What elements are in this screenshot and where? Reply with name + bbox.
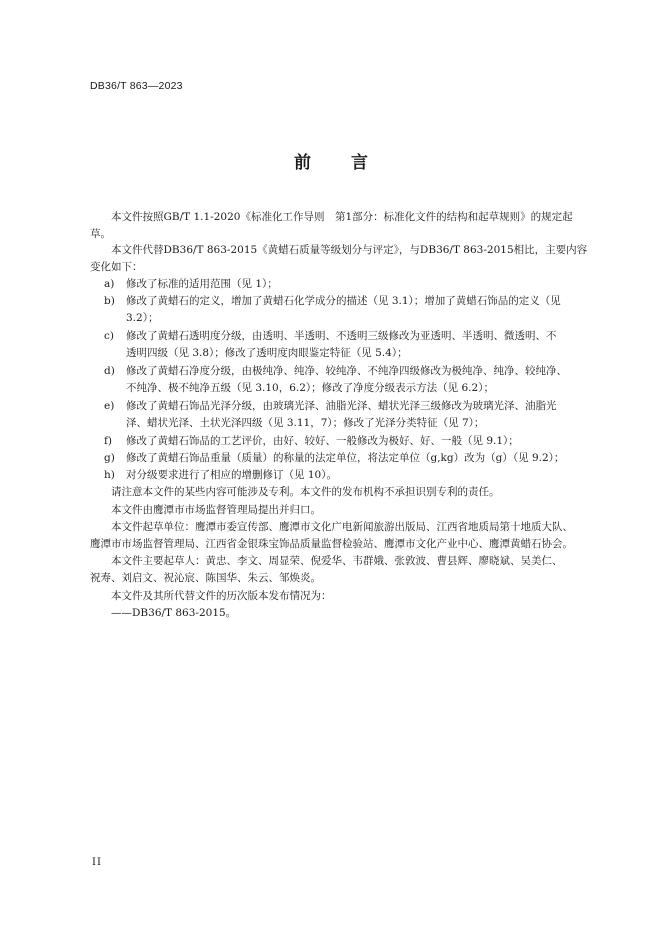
list-item-text: 修改了黄蜡石的定义，增加了黄蜡石化学成分的描述（见 3.1）；增加了黄蜡石饰品的定义（见 (126, 295, 561, 307)
version-history: 本文件及其所代替文件的历次版本发布情况为： (111, 590, 332, 602)
drafters: 本文件主要起草人：黄忠、李文、周显荣、倪爱华、韦群娥、张敦波、曹县辉、廖晓斌、吴美仁、 (111, 555, 563, 567)
list-marker: c) (104, 330, 114, 342)
list-marker: h) (104, 469, 115, 481)
title-char-1: 前 (294, 153, 311, 173)
list-marker: e) (104, 400, 115, 412)
title-char-2: 言 (351, 153, 368, 173)
paragraph-text: 本文件代替DB36/T 863-2015《黄蜡石质量等级划分与评定》，与DB36/T 863-2015相比，主要内容 (111, 244, 588, 256)
list-item-text: 对分级要求进行了相应的增删修订（见 10）。 (126, 469, 337, 481)
list-item-text: 泽、蜡状光泽、土状光泽四级（见 3.11，7）；修改了光泽分类特征（见 7）； (126, 417, 485, 429)
list-item-text: 修改了黄蜡石净度分级，由极纯净、纯净、较纯净、不纯净四级修改为极纯净、纯净、较纯净、 (126, 365, 567, 377)
patent-notice: 请注意本文件的某些内容可能涉及专利。本文件的发布机构不承担识别专利的责任。 (111, 486, 500, 498)
list-item-text: 不纯净、极不纯净五级（见 3.10，6.2）；修改了净度分级表示方法（见 6.2）； (126, 382, 494, 394)
version-history-item: ——DB36/T 863-2015。 (111, 607, 237, 619)
list-item-text: 修改了标准的适用范围（见 1）； (126, 278, 278, 290)
paragraph-text: 变化如下： (90, 261, 143, 273)
paragraph-text: 草。 (90, 228, 111, 240)
list-item-text: 修改了黄蜡石饰品光泽分级，由玻璃光泽、油脂光泽、蜡状光泽三级修改为玻璃光泽、油脂光 (126, 400, 557, 412)
document-code: DB36/T 863—2023 (90, 80, 183, 92)
list-marker: d) (104, 365, 115, 377)
list-item-text: 修改了黄蜡石透明度分级，由透明、半透明、不透明三级修改为亚透明、半透明、微透明、不 (126, 330, 557, 342)
page-title (0, 148, 662, 173)
list-item-text: 透明四级（见 3.8）；修改了透明度肉眼鉴定特征（见 5.4）； (126, 347, 408, 359)
list-item-text: 修改了黄蜡石饰品的工艺评价，由好、较好、一般修改为极好、好、一般（见 9.1）； (126, 435, 519, 447)
drafters: 祝寿、刘启文、祝沁宸、陈国华、朱云、邹焕炎。 (90, 572, 321, 584)
proposer-statement: 本文件由鹰潭市市场监督管理局提出并归口。 (111, 504, 321, 516)
page-number: II (92, 857, 102, 868)
list-marker: g) (104, 452, 115, 464)
drafting-units: 鹰潭市市场监督管理局、江西省金银珠宝饰品质量监督检验站、鹰潭市文化产业中心、鹰潭黄蜡石协会。 (90, 538, 573, 550)
drafting-units: 本文件起草单位：鹰潭市委宣传部、鹰潭市文化广电新闻旅游出版局、江西省地质局第十地质大队、 (111, 521, 573, 533)
list-item-text: 3.2）； (126, 312, 159, 324)
list-marker: f) (104, 435, 112, 447)
list-marker: b) (104, 295, 115, 307)
list-item-text: 修改了黄蜡石饰品重量（质量）的称量的法定单位，将法定单位（g,kg）改为（g）（见 9.2）； (126, 452, 565, 464)
list-marker: a) (104, 278, 115, 290)
paragraph-text: 本文件按照GB/T 1.1-2020《标准化工作导则 第1部分：标准化文件的结构和起草规则》的规定起 (111, 211, 573, 223)
